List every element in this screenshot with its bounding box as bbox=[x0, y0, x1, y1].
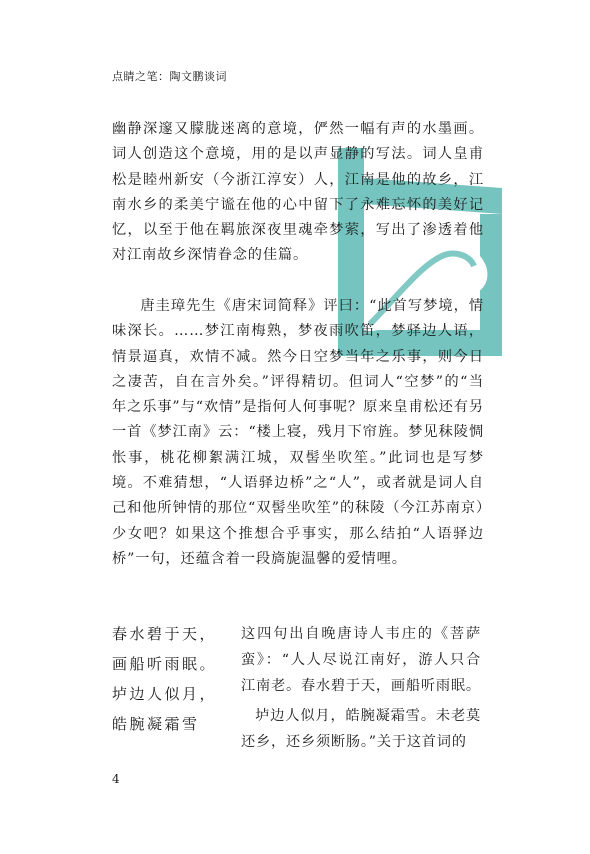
poem-line: 垆边人似月， bbox=[112, 685, 218, 703]
body-paragraph-1: 幽静深邃又朦胧迷离的意境，俨然一幅有声的水墨画。词人创造这个意境，用的是以声显静的写法。词人皇甫松是睦州新安（今浙江淳安）人，江南是他的故乡，江南水乡的柔美宁谧在他的心中留下了永难忘怀的美好记忆，以至于他在羁旅深夜里魂牵梦萦，写出了渗透着他对江南故乡深情眷念的佳篇。 bbox=[112, 121, 484, 264]
commentary-paragraph-2: 垆边人似月，皓腕凝霜雪。未老莫还乡，还乡须断肠。”关于这首词的 bbox=[241, 708, 481, 750]
poem-line: 画船听雨眠。 bbox=[112, 655, 218, 673]
body-paragraph-2: 唐圭璋先生《唐宋词简释》评曰：“此首写梦境，情味深长。……梦江南梅熟，梦夜雨吹笛，梦驿边人语，情景逼真，欢情不减。然今日空梦当年之乐事，则今日之凄苦，自在言外矣。”评得精切。但词人“空梦”的“当年之乐事”与“欢情”是指何人何事呢？原来皇甫松还有另一首《梦江南》云：“楼上寝，残月下帘旌。梦见秣陵惆怅事，桃花柳絮满江城，双髻坐吹笙。”此词也是写梦境。不难猜想，“人语驿边桥”之“人”，或者就是词人自己和他所钟情的那位“双髻坐吹笙”的秣陵（今江苏南京）少女吧？如果这个推想合乎事实，那么结拍“人语驿边桥”一句，还蕴含着一段旖旎温馨的爱情哩。 bbox=[112, 298, 484, 567]
poem-line: 春水碧于天， bbox=[112, 625, 218, 643]
poem-line: 皓腕凝霜雪 bbox=[112, 715, 200, 733]
page-number: 4 bbox=[112, 772, 120, 786]
poem-quote bbox=[112, 619, 217, 739]
commentary-paragraph-1: 这四句出自晚唐诗人韦庄的《菩萨蛮》：“人人尽说江南好，游人只合江南老。春水碧于天，画船听雨眠。 bbox=[241, 626, 481, 694]
running-header: 点睛之笔：陶文鹏谈词 bbox=[112, 70, 227, 83]
